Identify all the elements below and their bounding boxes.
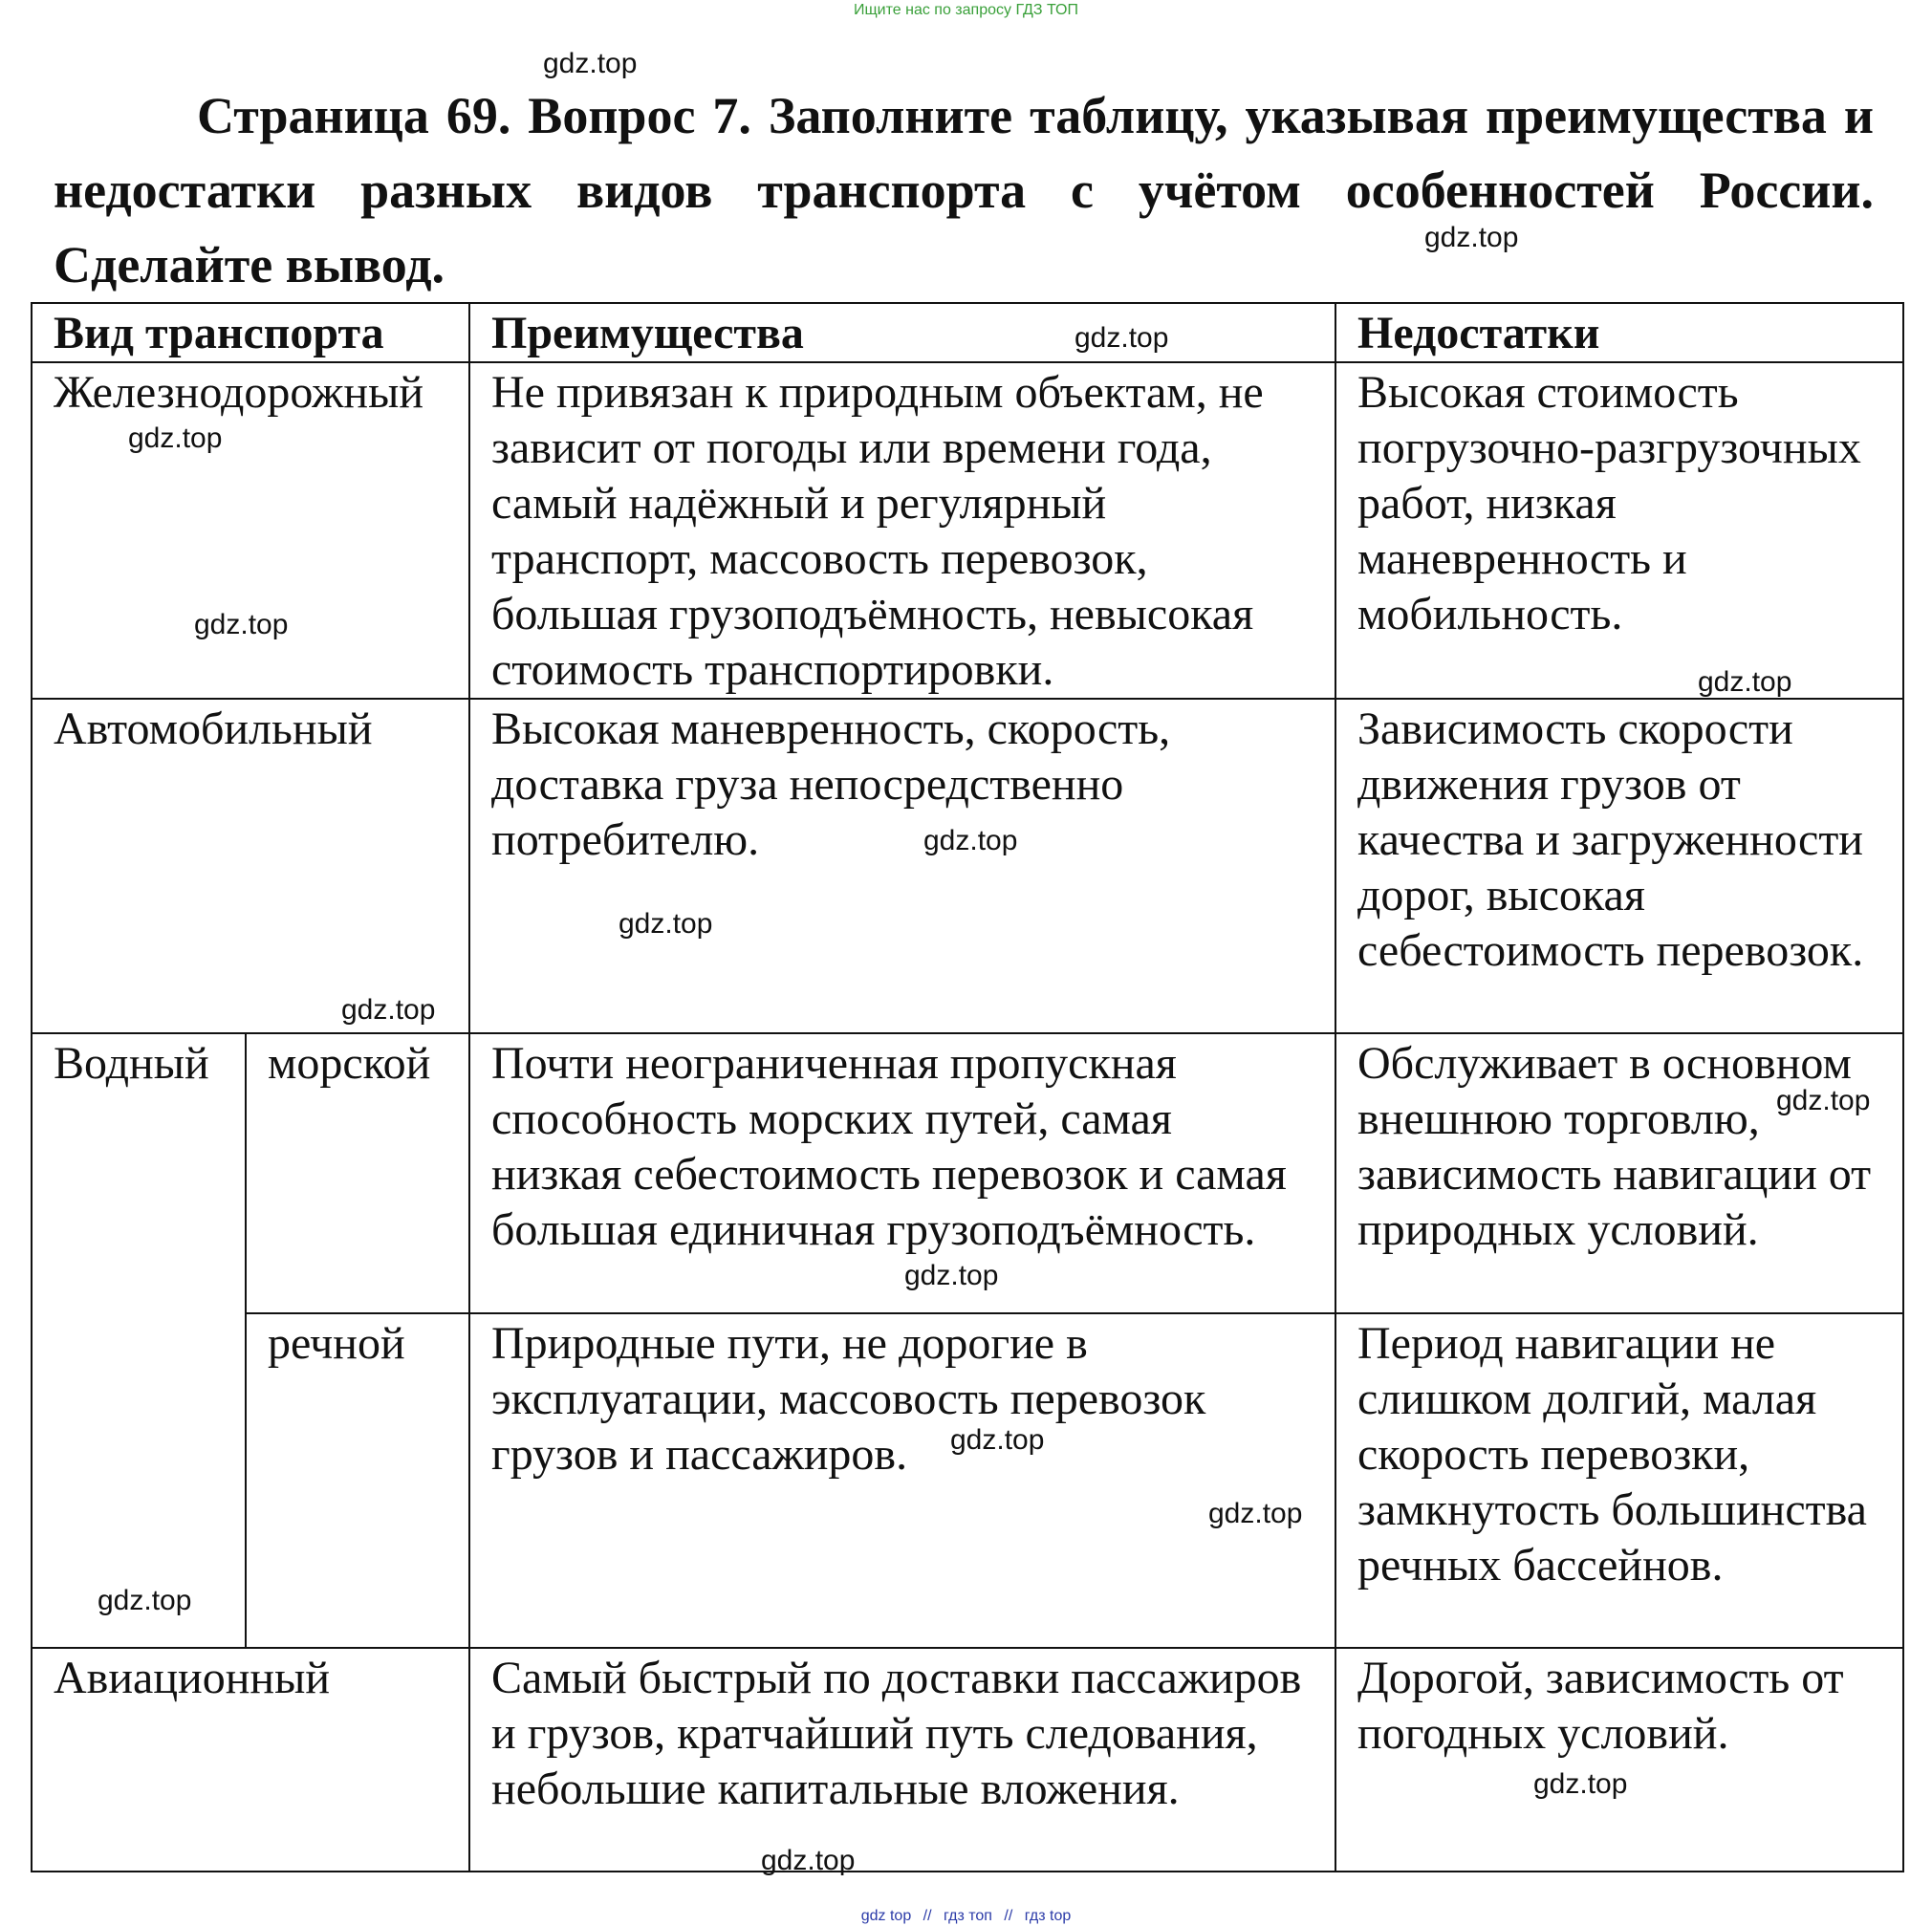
footer [0,1907,1932,1926]
header-cons: Недостатки [1335,303,1903,362]
cell-type: Авиационный [32,1648,469,1872]
watermark: gdz.top [543,48,638,79]
watermark: gdz.top [619,908,713,940]
cell-cons: Зависимость скорости движения грузов от качества и загруженности дорог, высокая себестоимость перевозок. [1335,699,1903,1033]
footer-link[interactable]: гдз top [1024,1908,1072,1924]
watermark: gdz.top [761,1845,856,1876]
cell-pros: Почти неограниченная пропускная способность морских путей, самая низкая себестоимость перевозок и самая большая единичная грузоподъёмность. [469,1033,1335,1313]
cell-pros: Природные пути, не дорогие в эксплуатации, массовость перевозок грузов и пассажиров. [469,1313,1335,1648]
cell-pros: Самый быстрый по доставки пассажиров и грузов, кратчайший путь следования, небольшие капитальные вложения. [469,1648,1335,1872]
watermark: gdz.top [194,609,289,640]
cell-type: Железнодорожный [32,362,469,699]
page-heading: Страница 69. Вопрос 7. Заполните таблицу, указывая преимущества и недостатки разных видов транспорта с учётом особенностей России. Сделайте вывод. [54,87,1874,293]
cell-pros: Высокая маневренность, скорость, доставка груза непосредственно потребителю. [469,699,1335,1033]
watermark: gdz.top [98,1585,192,1616]
table-row [32,362,1903,699]
table-header-row [32,303,1903,362]
transport-table [31,302,1904,1872]
footer-separator: // [1004,1908,1013,1924]
cell-pros: Не привязан к природным объектам, не зависит от погоды или времени года, самый надёжный и регулярный транспорт, массовость перевозок, большая грузоподъёмность, невысокая стоимость транспортировки. [469,362,1335,699]
top-banner: Ищите нас по запросу ГДЗ ТОП [854,2,1078,18]
watermark: gdz.top [1533,1768,1628,1800]
watermark: gdz.top [1424,222,1519,253]
watermark: gdz.top [923,825,1018,856]
header-type: Вид транспорта [32,303,469,362]
watermark: gdz.top [1776,1085,1871,1116]
watermark: gdz.top [950,1424,1045,1456]
cell-type: Автомобильный [32,699,469,1033]
watermark: gdz.top [1075,322,1169,354]
header-pros: Преимущества [469,303,1335,362]
watermark: gdz.top [1698,666,1792,698]
footer-separator: // [923,1908,932,1924]
cell-cons: Период навигации не слишком долгий, малая скорость перевозки, замкнутость большинства речных бассейнов. [1335,1313,1903,1648]
table-row [32,1648,1903,1872]
watermark: gdz.top [1208,1498,1303,1529]
cell-subtype: морской [246,1033,469,1313]
table-row [32,699,1903,1033]
cell-type: Водный [32,1033,246,1648]
cell-cons: Дорогой, зависимость от погодных условий. [1335,1648,1903,1872]
watermark: gdz.top [128,422,223,454]
footer-link[interactable]: гдз топ [944,1908,992,1924]
watermark: gdz.top [341,994,436,1026]
cell-cons: Обслуживает в основном внешнюю торговлю, зависимость навигации от природных условий. [1335,1033,1903,1313]
cell-subtype: речной [246,1313,469,1648]
watermark: gdz.top [904,1260,999,1291]
cell-cons: Высокая стоимость погрузочно-разгрузочных работ, низкая маневренность и мобильность. [1335,362,1903,699]
footer-link[interactable]: gdz top [860,1908,912,1924]
table-row [32,1313,1903,1648]
